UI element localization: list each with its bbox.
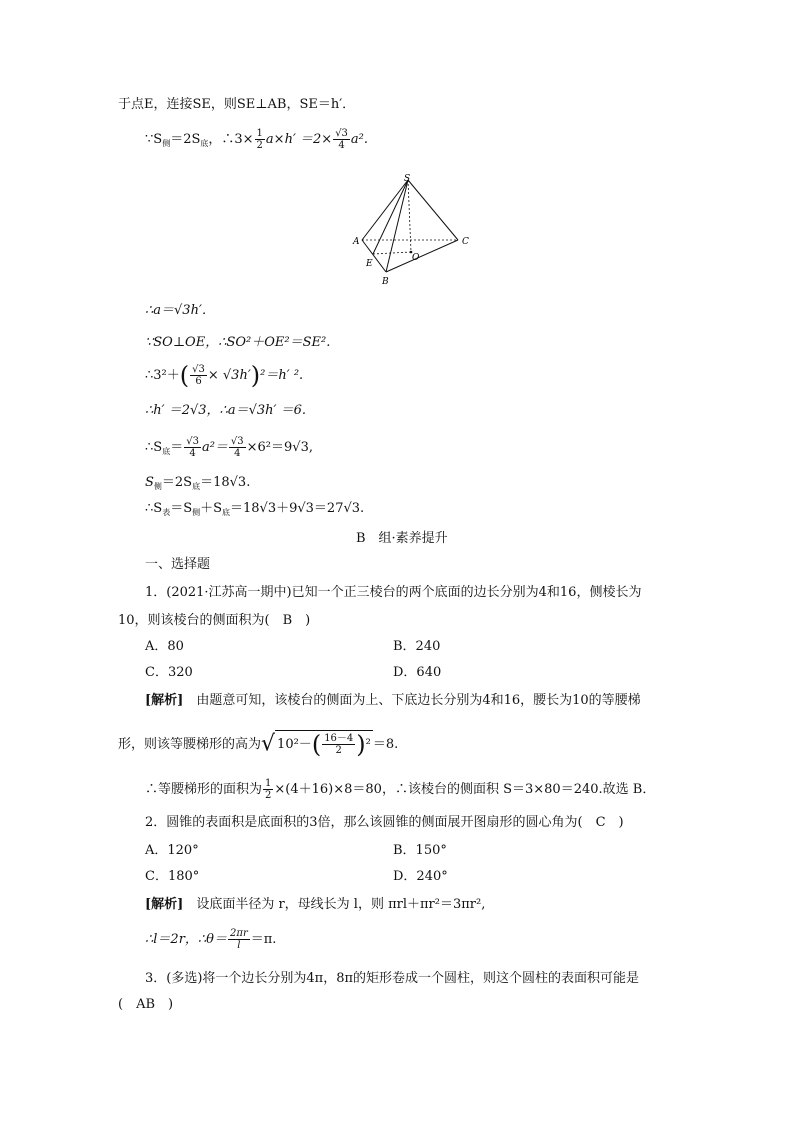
label-c: C bbox=[462, 237, 469, 247]
option-c bbox=[145, 664, 193, 682]
frag: ∵S bbox=[145, 132, 163, 147]
frag: ×(4＋16)×8＝80，∴该棱台的侧面积 S＝3×80＝240.故选 B． bbox=[274, 782, 656, 797]
option-c bbox=[145, 868, 199, 886]
label-s: S bbox=[404, 174, 411, 184]
label-o: O bbox=[412, 253, 420, 263]
subscript: 底 bbox=[192, 482, 201, 491]
label-b: B bbox=[382, 277, 389, 287]
fraction bbox=[184, 436, 201, 459]
fraction bbox=[263, 778, 273, 801]
frac-den: 6 bbox=[195, 376, 202, 387]
frac-den: 4 bbox=[234, 448, 241, 459]
question-2-stem bbox=[145, 814, 624, 832]
frag: ² bbox=[365, 737, 371, 752]
option-d bbox=[393, 868, 448, 886]
frag: ∴等腰梯形的面积为 bbox=[145, 782, 263, 797]
formula-line bbox=[145, 402, 306, 420]
frac-num: √3 bbox=[335, 128, 348, 139]
question-1-stem-cont bbox=[118, 612, 310, 630]
frac-num: √3 bbox=[192, 364, 205, 375]
section-heading-b bbox=[356, 530, 448, 548]
fraction bbox=[228, 928, 250, 951]
stem-text: 2．圆锥的表面积是底面积的3倍，那么该圆锥的侧面展开图扇形的圆心角为( C ) bbox=[145, 815, 624, 830]
formula-line bbox=[145, 436, 313, 461]
frag: ∴S bbox=[145, 501, 163, 516]
frag: a×h′ ＝2× bbox=[265, 132, 333, 147]
edge-bc bbox=[386, 240, 458, 272]
formula-line bbox=[145, 302, 215, 320]
frag: ＝2S bbox=[161, 475, 193, 490]
frag: 形，则该等腰梯形的高为 bbox=[118, 737, 262, 752]
formula-line bbox=[145, 128, 368, 153]
option-a bbox=[145, 638, 184, 656]
option-text: C．320 bbox=[145, 665, 193, 680]
frag: ²＝h′ ². bbox=[260, 368, 304, 383]
right-paren: ) bbox=[356, 730, 366, 759]
formula-line bbox=[145, 334, 330, 352]
frag: ＝18√3. bbox=[200, 475, 251, 490]
frag: ，∴3× bbox=[208, 132, 254, 147]
fraction bbox=[255, 128, 265, 151]
formula-line bbox=[145, 500, 364, 522]
frag: a². bbox=[350, 132, 369, 147]
option-a bbox=[145, 842, 199, 860]
frag: ＝18√3＋9√3＝27√3. bbox=[230, 501, 365, 516]
option-text: D．640 bbox=[393, 665, 442, 680]
solution-2-line2 bbox=[145, 928, 276, 951]
segment-so bbox=[408, 180, 411, 252]
frac-num: 2πr bbox=[230, 928, 248, 939]
line-text: ∴h′ ＝2√3，∴a＝√3h′ ＝6. bbox=[145, 403, 306, 418]
solution-tag: [解析] bbox=[145, 897, 184, 912]
line-text: ∴a＝√3h′． bbox=[145, 303, 215, 318]
fraction bbox=[229, 436, 246, 459]
frag: ＝π. bbox=[250, 932, 277, 947]
radicand bbox=[275, 730, 373, 759]
left-paren: ( bbox=[179, 361, 190, 390]
frac-den: 4 bbox=[189, 448, 196, 459]
fraction bbox=[190, 364, 207, 387]
fraction bbox=[322, 733, 355, 756]
frac-num: √3 bbox=[230, 436, 244, 447]
solution-tag: [解析] bbox=[145, 693, 184, 708]
right-paren: ) bbox=[250, 361, 261, 390]
option-b bbox=[393, 842, 447, 860]
frac-den: 2 bbox=[256, 140, 263, 151]
segment-eo bbox=[373, 252, 411, 254]
stem-text: ( AB ) bbox=[118, 997, 174, 1012]
formula-line bbox=[145, 474, 250, 496]
solution-2-line1 bbox=[145, 896, 485, 914]
stem-text: 3．(多选)将一个边长分别为4π，8π的矩形卷成一个圆柱，则这个圆柱的表面积可能是 bbox=[145, 971, 640, 986]
frac-num: 1 bbox=[265, 778, 272, 789]
option-text: A．120° bbox=[145, 843, 199, 858]
frag: × √3h′ bbox=[207, 368, 251, 383]
subscript: 底 bbox=[222, 508, 230, 517]
stem-text: 10，则该棱台的侧面积为( B ) bbox=[118, 613, 311, 628]
radical-sign: √ bbox=[261, 731, 276, 757]
line-text: ∵SO⊥OE，∴SO²＋OE²＝SE². bbox=[145, 335, 331, 350]
option-text: A．80 bbox=[145, 639, 184, 654]
solution-1-line1 bbox=[145, 692, 641, 710]
subscript: 底 bbox=[162, 447, 171, 456]
frag: ×6²＝9√3, bbox=[246, 440, 313, 455]
formula-line bbox=[145, 361, 304, 390]
question-3-stem bbox=[145, 970, 639, 988]
question-1-stem bbox=[145, 584, 641, 602]
frag: a²＝ bbox=[201, 440, 228, 455]
edge-sc bbox=[408, 180, 458, 240]
frag: ＝ bbox=[170, 440, 184, 455]
subscript: 侧 bbox=[192, 508, 201, 517]
question-3-stem-cont bbox=[118, 996, 173, 1014]
option-text: C．180° bbox=[145, 869, 200, 884]
option-text: B．150° bbox=[393, 843, 447, 858]
solution-text: 设底面半径为 r，母线长为 l，则 πrl＋πr²＝3πr², bbox=[183, 897, 486, 912]
frag: ＋S bbox=[200, 501, 222, 516]
segment-se bbox=[373, 180, 408, 254]
heading-text: 一、选择题 bbox=[145, 557, 211, 572]
option-b bbox=[393, 638, 440, 656]
frac-den: 2 bbox=[335, 745, 342, 756]
frac-num: 16－4 bbox=[324, 733, 354, 744]
heading-text: B 组·素养提升 bbox=[356, 531, 448, 546]
pyramid-figure bbox=[350, 172, 480, 290]
solution-1-line2 bbox=[118, 730, 399, 759]
frag: ＝S bbox=[170, 501, 193, 516]
frag: ＝2S bbox=[170, 132, 201, 147]
fraction bbox=[333, 128, 350, 151]
frac-num: 1 bbox=[256, 128, 263, 139]
solution-text: 由题意可知，该棱台的侧面为上、下底边长分别为4和16，腰长为10的等腰梯 bbox=[183, 693, 641, 708]
section-heading-choice bbox=[145, 556, 210, 574]
frag: ∴3²＋ bbox=[145, 368, 180, 383]
text-line bbox=[118, 96, 355, 114]
stem-text: 1．(2021·江苏高一期中)已知一个正三棱台的两个底面的边长分别为4和16，侧棱长为 bbox=[145, 585, 642, 600]
frag: ∴S bbox=[145, 440, 163, 455]
frag: 10²－ bbox=[277, 737, 312, 752]
frac-den: 4 bbox=[338, 140, 345, 151]
left-paren: ( bbox=[311, 730, 322, 759]
frac-den: 2 bbox=[265, 790, 272, 801]
label-a: A bbox=[353, 237, 360, 247]
solution-1-line3 bbox=[145, 778, 655, 801]
subscript: 侧 bbox=[153, 482, 162, 491]
frag: ∴l＝2r，∴θ＝ bbox=[145, 932, 228, 947]
frac-den: l bbox=[237, 940, 241, 951]
option-d bbox=[393, 664, 441, 682]
subscript: 底 bbox=[200, 139, 209, 148]
frac-num: √3 bbox=[186, 436, 199, 447]
line-text: 于点E，连接SE，则SE⊥AB，SE＝h′． bbox=[118, 97, 356, 112]
label-e: E bbox=[366, 259, 373, 269]
subscript: 表 bbox=[162, 508, 171, 517]
subscript: 侧 bbox=[162, 139, 171, 148]
option-text: D．240° bbox=[393, 869, 448, 884]
frag: ＝8. bbox=[372, 737, 399, 752]
frag: S bbox=[145, 475, 154, 490]
option-text: B．240 bbox=[393, 639, 441, 654]
